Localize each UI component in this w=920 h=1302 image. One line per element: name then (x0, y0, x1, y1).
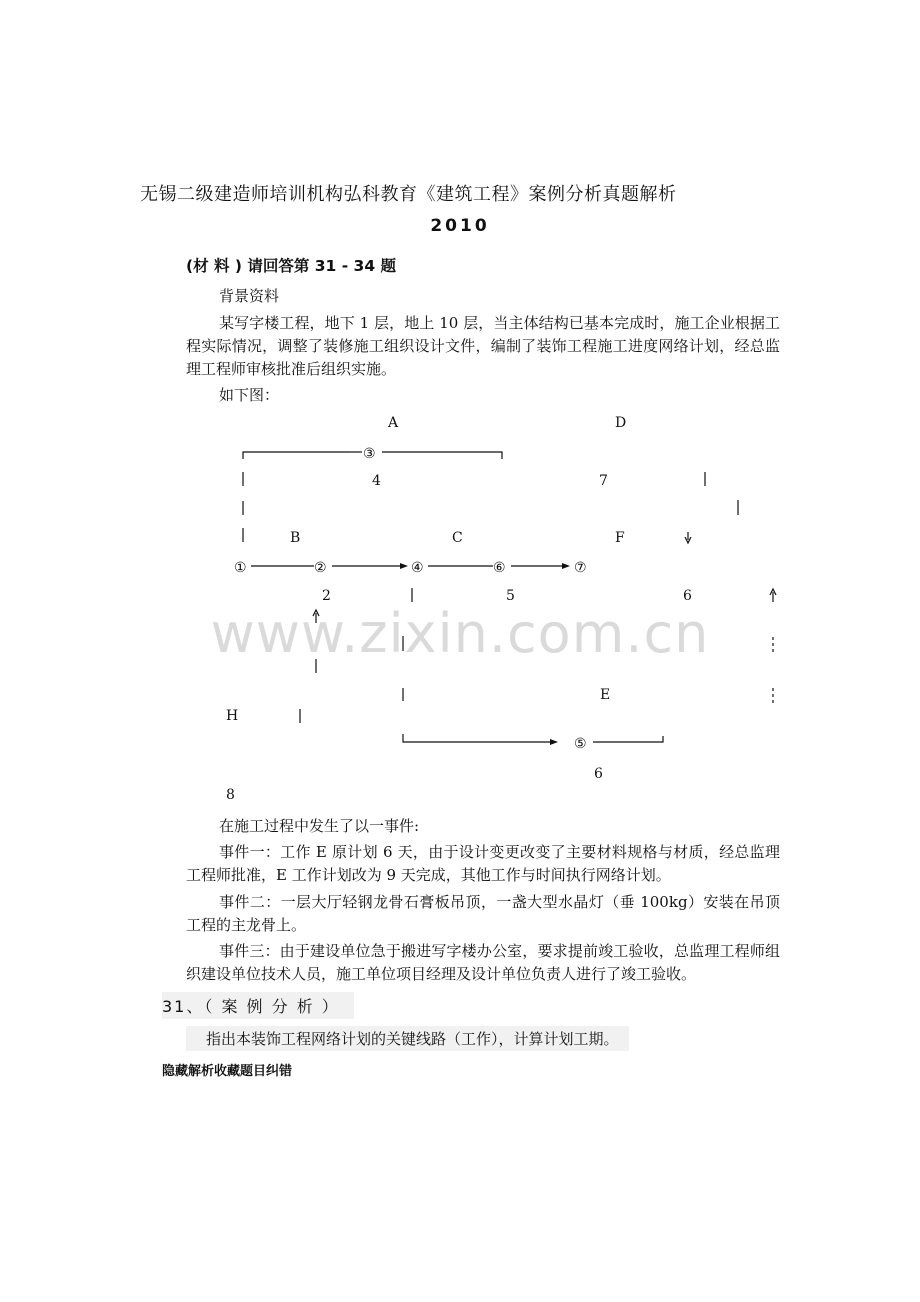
node-3: ③ (363, 446, 376, 462)
question-heading: 31、（ 案 例 分 析 ） (162, 992, 354, 1019)
activity-A-duration: 4 (372, 473, 381, 489)
answer-actions[interactable]: 隐藏解析收藏题目纠错 (162, 1064, 293, 1079)
node-5: ⑤ (574, 736, 587, 752)
exam-year: 2010 (430, 216, 490, 236)
activity-C-label: C (452, 530, 463, 546)
activity-F-duration: 6 (683, 588, 692, 604)
figure-intro: 如下图： (219, 386, 280, 404)
node-2: ② (314, 560, 327, 576)
activity-A-label: A (388, 415, 399, 431)
activity-H-label: H (226, 708, 239, 724)
node-1: ① (234, 560, 247, 576)
event-3: 事件三：由于建设单位急于搬进写字楼办公室，要求提前竣工验收，总监理工程师组织建设单位技术人员，施工单位项目经理及设计单位负责人进行了竣工验收。 (186, 942, 780, 983)
activity-B-duration: 2 (322, 588, 331, 604)
material-heading: (材 料 ) 请回答第 31 - 34 题 (186, 257, 397, 275)
watermark: www.zixin.com.cn (210, 602, 710, 665)
activity-E-duration: 6 (594, 766, 603, 782)
events-intro: 在施工过程中发生了以一事件: (219, 817, 420, 835)
activity-D-duration: 7 (599, 473, 608, 489)
activity-B-label: B (290, 530, 301, 546)
activity-H-duration: 8 (226, 787, 235, 803)
activity-F-label: F (615, 530, 625, 546)
node-6: ⑥ (493, 560, 506, 576)
node-4: ④ (411, 560, 424, 576)
activity-C-duration: 5 (506, 588, 515, 604)
question-text: 指出本装饰工程网络计划的关键线路（工作），计算计划工期。 (186, 1026, 629, 1051)
event-1: 事件一：工作 E 原计划 6 天，由于设计变更改变了主要材料规格与材质，经总监理工程师批准，E 工作计划改为 9 天完成，其他工作与时间执行网络计划。 (186, 843, 780, 884)
activity-E-label: E (600, 687, 611, 703)
background-heading: 背景资料 (219, 287, 280, 305)
activity-D-label: D (615, 415, 627, 431)
event-2: 事件二：一层大厅轻钢龙骨石膏板吊顶，一盏大型水晶灯（垂 100kg）安装在吊顶工程的主龙骨上。 (186, 893, 780, 934)
document-title: 无锡二级建造师培训机构弘科教育《建筑工程》案例分析真题解析 (140, 184, 677, 205)
background-paragraph: 某写字楼工程，地下 1 层，地上 10 层，当主体结构已基本完成时，施工企业根据工程实际情况，调整了装修施工组织设计文件，编制了装饰工程施工进度网络计划，经总监理工程师审核批准后组织实施。 (186, 314, 780, 378)
node-7: ⑦ (574, 560, 587, 576)
